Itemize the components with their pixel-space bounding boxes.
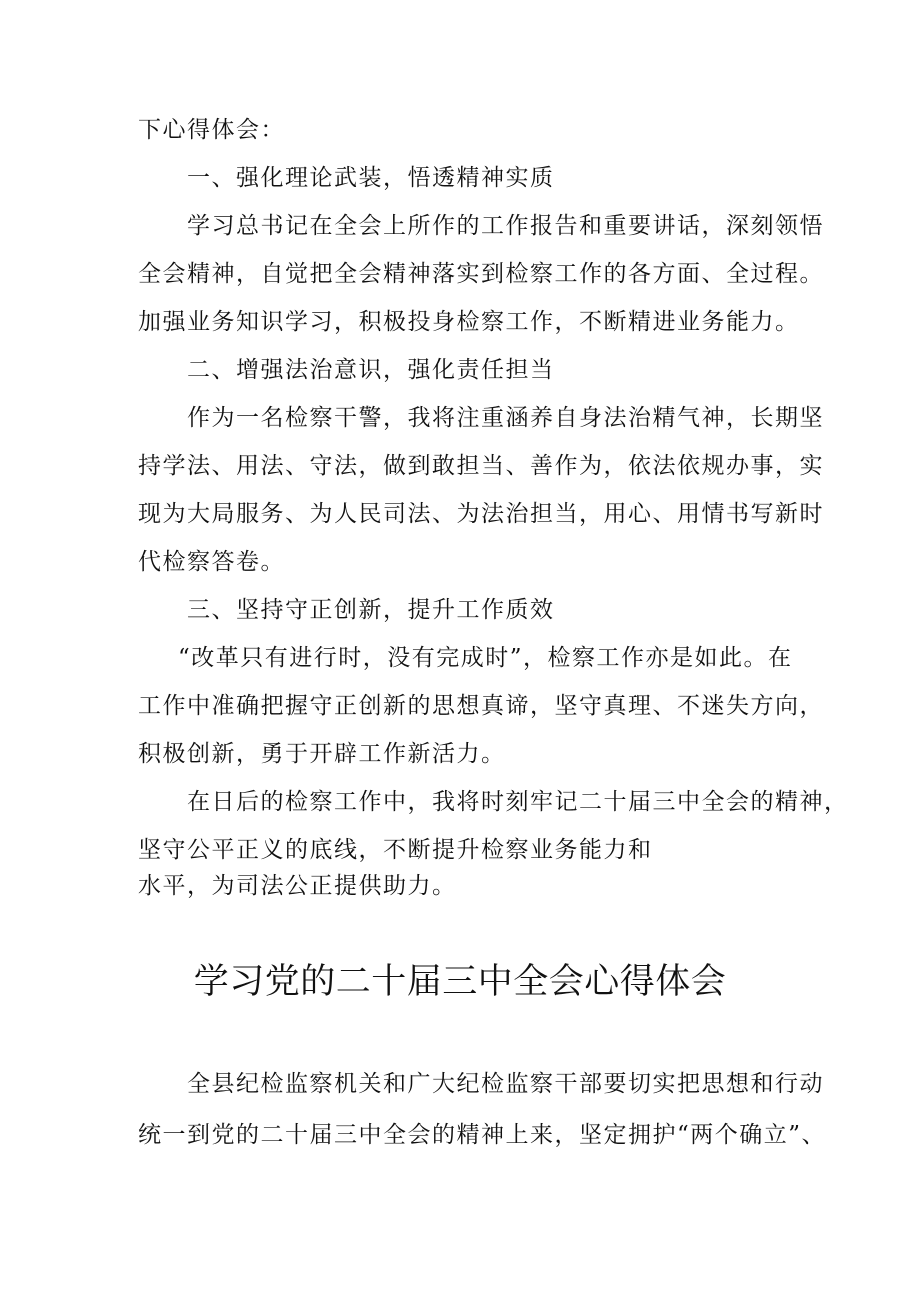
text-line: 水平，为司法公正提供助力。: [138, 873, 457, 899]
text-line: 加强业务知识学习，积极投身检察工作，不断精进业务能力。: [138, 309, 800, 335]
text-line: 积极创新，勇于开辟工作新活力。: [138, 741, 506, 767]
text-line: 全会精神，自觉把全会精神落实到检察工作的各方面、全过程。: [138, 261, 824, 287]
text-line: 作为一名检察干警，我将注重涵养自身法治精气神，长期坚: [187, 405, 824, 431]
text-line: 学习总书记在全会上所作的工作报告和重要讲话，深刻领悟: [187, 213, 824, 239]
text-line: 工作中准确把握守正创新的思想真谛，坚守真理、不迷失方向，: [138, 693, 824, 719]
text-line: 坚守公平正义的底线，不断提升检察业务能力和: [138, 837, 653, 863]
heading-three: 三、坚持守正创新，提升工作质效: [187, 597, 555, 623]
text-line: 下心得体会：: [138, 117, 285, 143]
text-line: 在日后的检察工作中，我将时刻牢记二十届三中全会的精神，: [187, 789, 849, 815]
text-line: “改革只有进行时，没有完成时”，检察工作亦是如此。在: [178, 645, 793, 671]
text-line: 全县纪检监察机关和广大纪检监察干部要切实把思想和行动: [187, 1071, 824, 1097]
text-line: 代检察答卷。: [138, 549, 285, 575]
text-line: 统一到党的二十届三中全会的精神上来，坚定拥护“两个确立”、: [138, 1122, 827, 1148]
document-title: 学习党的二十届三中全会心得体会: [193, 962, 727, 1002]
text-line: 现为大局服务、为人民司法、为法治担当，用心、用情书写新时: [138, 501, 824, 527]
heading-two: 二、增强法治意识，强化责任担当: [187, 357, 555, 383]
heading-one: 一、强化理论武装，悟透精神实质: [187, 165, 555, 191]
text-line: 持学法、用法、守法，做到敢担当、善作为，依法依规办事，实: [138, 453, 824, 479]
